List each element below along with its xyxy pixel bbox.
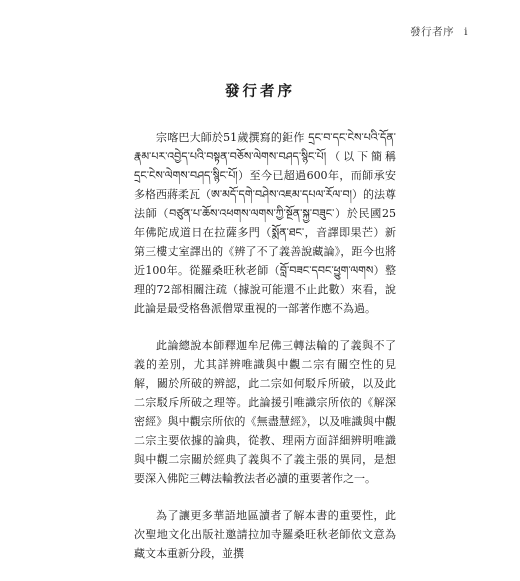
- paragraph-2: 此論總說本師釋迦牟尼佛三轉法輪的了義與不了義的差別，尤其詳辨唯識與中觀二宗有關空性的見解，關於所破的辨認，此二宗如何駁斥所破，以及此二宗駁斥所破之理等。此論援引唯識宗所依的《解深密經》與中觀宗所依的《無盡慧經》，以及唯識與中觀二宗主要依據的論典，從教、理兩方面詳細辨明唯識與中觀二宗關於經典了義與不了義主張的異同，是想要深入佛陀三轉法輪教法者必讀的重要著作之一。: [134, 339, 396, 485]
- page-title: 發行者序: [225, 83, 295, 100]
- paragraph-1: 宗喀巴大師於51歲撰寫的鉅作 དྲང་བ་དང་ངེས་པའི་དོན་རྣམ་པར་འབྱེད་པའི་བསྟན་བཅོས་ལེགས་བཤད་སྙིང་པོ།（以下簡稱 དྲང་ངེས་ལེགས་བཤད་སྙིང་པོ།）至今已超過600年，而師承安多格西蔣柔瓦（ཨ་མདོ་དགེ་བཤེས་འཇམ་དཔལ་རོལ་བ།）的法尊法師（བཙུན་པ་ཆོས་འཕགས་ལགས་ཀྱི་སྔོན་སྐྱ་བཟུང་）於民國25年佛陀成道日在拉薩多門（སྨོན་ཐང་，音譯即果芒）新第三樓丈室譯出的《辨了不了義善說藏論》，距今也將近100年。從羅桑旺秋老師（བློ་བཟང་དབང་ཕྱུག་ལགས）整理的72部相關注疏（據說可能還不止此數）來看，說此論是最受格魯派僧眾重視的一部著作應不為過。: [134, 131, 396, 315]
- running-header: [410, 24, 468, 39]
- page-number: i: [464, 25, 468, 38]
- body-text: [134, 128, 396, 581]
- paragraph-3: 為了讓更多華語地區讀者了解本書的重要性，此次聖地文化出版社邀請拉加寺羅桑旺秋老師依文意為藏文本重新分段，並撰: [134, 509, 396, 560]
- running-header-title: 發行者序: [410, 26, 455, 38]
